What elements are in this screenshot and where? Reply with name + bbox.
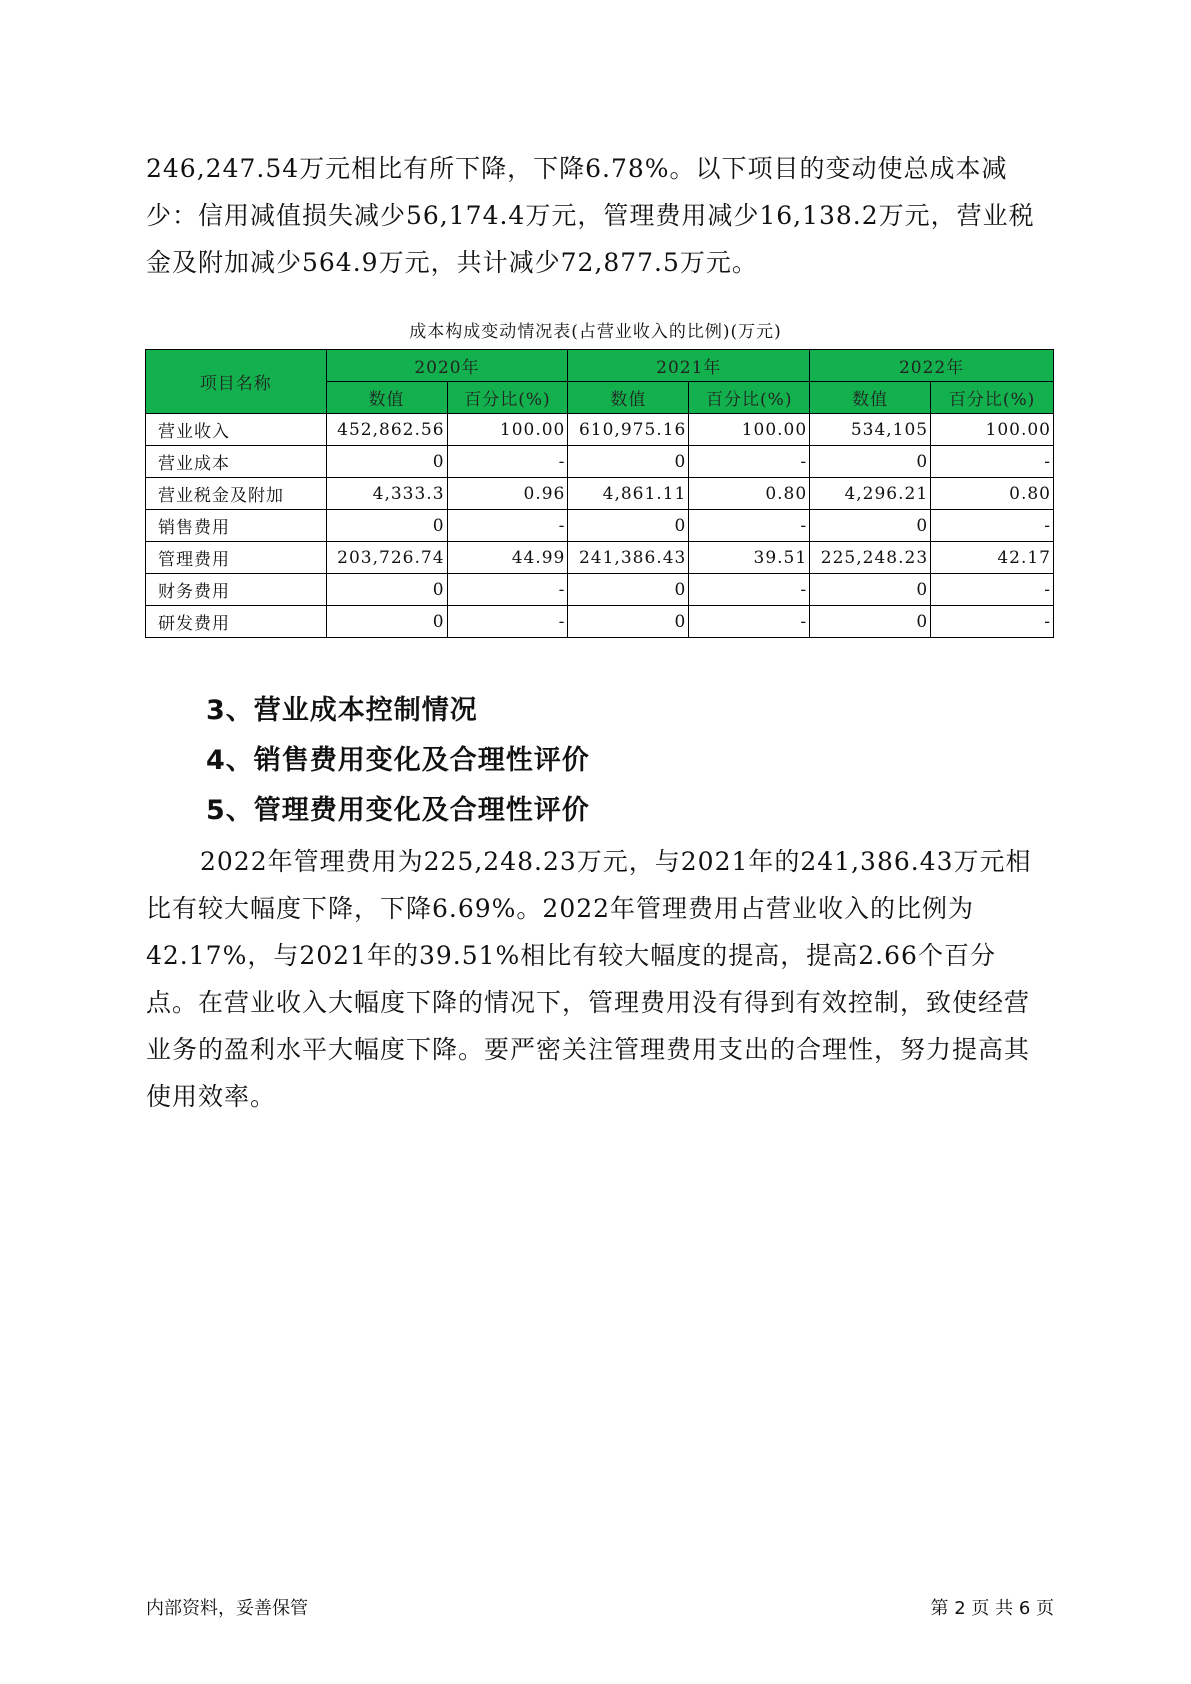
percent-header: 百分比(%) xyxy=(447,382,568,414)
value-header: 数值 xyxy=(568,382,689,414)
value-cell: 4,333.3 xyxy=(326,478,447,510)
percent-cell: 100.00 xyxy=(689,414,810,446)
value-cell: 0 xyxy=(326,574,447,606)
table-row xyxy=(146,510,1054,542)
percent-header: 百分比(%) xyxy=(689,382,810,414)
value-header: 数值 xyxy=(810,382,931,414)
row-label: 销售费用 xyxy=(146,510,327,542)
value-cell: 0 xyxy=(326,510,447,542)
management-expense-paragraph: 2022年管理费用为225,248.23万元，与2021年的241,386.43万元相比有较大幅度下降，下降6.69%。2022年管理费用占营业收入的比例为42.17%，与2021年的39.51%相比有较大幅度的提高，提高2.66个百分点。在营业收入大幅度下降的情况下，管理费用没有得到有效控制，致使经营业务的盈利水平大幅度下降。要严密关注管理费用支出的合理性，努力提高其使用效率。 xyxy=(146,847,1032,1111)
value-cell: 4,861.11 xyxy=(568,478,689,510)
table-row xyxy=(146,574,1054,606)
percent-cell: 44.99 xyxy=(447,542,568,574)
value-cell: 534,105 xyxy=(810,414,931,446)
row-label: 管理费用 xyxy=(146,542,327,574)
value-cell: 0 xyxy=(568,606,689,638)
value-cell: 225,248.23 xyxy=(810,542,931,574)
percent-cell: 0.96 xyxy=(447,478,568,510)
value-cell: 0 xyxy=(326,606,447,638)
value-cell: 241,386.43 xyxy=(568,542,689,574)
table-caption: 成本构成变动情况表(占营业收入的比例)(万元) xyxy=(409,322,782,342)
item-name-header: 项目名称 xyxy=(146,350,327,414)
percent-cell: 100.00 xyxy=(931,414,1054,446)
table-row xyxy=(146,478,1054,510)
row-label: 营业税金及附加 xyxy=(146,478,327,510)
percent-cell: - xyxy=(931,606,1054,638)
percent-cell: - xyxy=(447,446,568,478)
table-row xyxy=(146,606,1054,638)
intro-paragraph: 246,247.54万元相比有所下降，下降6.78%。以下项目的变动使总成本减少：信用减值损失减少56,174.4万元，管理费用减少16,138.2万元，营业税金及附加减少564.9万元，共计减少72,877.5万元。 xyxy=(146,154,1035,277)
table-row xyxy=(146,414,1054,446)
value-header: 数值 xyxy=(326,382,447,414)
percent-cell: - xyxy=(931,574,1054,606)
value-cell: 0 xyxy=(568,574,689,606)
value-cell: 203,726.74 xyxy=(326,542,447,574)
percent-cell: 42.17 xyxy=(931,542,1054,574)
percent-cell: - xyxy=(931,446,1054,478)
row-label: 营业成本 xyxy=(146,446,327,478)
percent-cell: - xyxy=(689,446,810,478)
percent-cell: - xyxy=(447,510,568,542)
value-cell: 0 xyxy=(326,446,447,478)
footer-confidential-note: 内部资料，妥善保管 xyxy=(146,1598,308,1619)
section-heading-management-expense: 5、管理费用变化及合理性评价 xyxy=(206,795,590,826)
percent-cell: - xyxy=(447,574,568,606)
value-cell: 0 xyxy=(810,606,931,638)
year-header-2020: 2020年 xyxy=(326,350,568,382)
value-cell: 4,296.21 xyxy=(810,478,931,510)
table-row xyxy=(146,542,1054,574)
row-label: 财务费用 xyxy=(146,574,327,606)
year-header-2021: 2021年 xyxy=(568,350,810,382)
percent-cell: - xyxy=(689,574,810,606)
value-cell: 0 xyxy=(568,510,689,542)
value-cell: 0 xyxy=(810,574,931,606)
table-body xyxy=(146,414,1054,638)
row-label: 研发费用 xyxy=(146,606,327,638)
table-row xyxy=(146,446,1054,478)
section-heading-cost-control: 3、营业成本控制情况 xyxy=(206,695,478,726)
value-cell: 452,862.56 xyxy=(326,414,447,446)
percent-cell: - xyxy=(689,606,810,638)
percent-cell: 0.80 xyxy=(689,478,810,510)
footer-page-number: 第 2 页 共 6 页 xyxy=(930,1598,1054,1619)
value-cell: 0 xyxy=(568,446,689,478)
percent-cell: - xyxy=(447,606,568,638)
percent-cell: 39.51 xyxy=(689,542,810,574)
percent-cell: - xyxy=(689,510,810,542)
percent-header: 百分比(%) xyxy=(931,382,1054,414)
year-header-2022: 2022年 xyxy=(810,350,1054,382)
value-cell: 0 xyxy=(810,446,931,478)
cost-structure-table xyxy=(145,349,1054,638)
percent-cell: 0.80 xyxy=(931,478,1054,510)
row-label: 营业收入 xyxy=(146,414,327,446)
section-heading-sales-expense: 4、销售费用变化及合理性评价 xyxy=(206,745,590,776)
value-cell: 0 xyxy=(810,510,931,542)
value-cell: 610,975.16 xyxy=(568,414,689,446)
percent-cell: 100.00 xyxy=(447,414,568,446)
percent-cell: - xyxy=(931,510,1054,542)
